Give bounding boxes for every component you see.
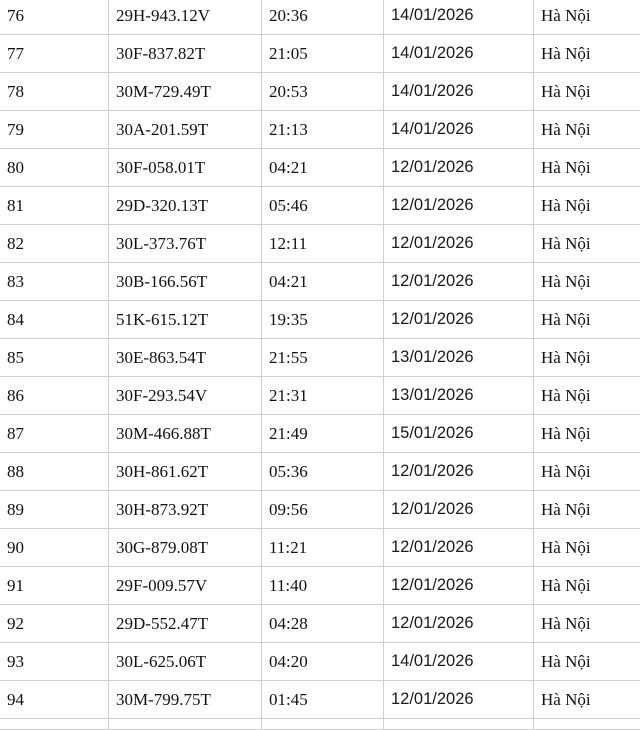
- table-row: [0, 111, 640, 149]
- location-cell: Hà Nội: [534, 453, 640, 491]
- date-cell: 12/01/2026: [384, 263, 534, 301]
- date-cell: 12/01/2026: [384, 491, 534, 529]
- row-number-cell: 88: [0, 453, 109, 491]
- row-number-cell: 80: [0, 149, 109, 187]
- time-cell: 01:45: [262, 681, 384, 719]
- empty-cell: [0, 719, 109, 730]
- plate-number-cell: 29F-009.57V: [109, 567, 262, 605]
- date-cell: 13/01/2026: [384, 377, 534, 415]
- table-row: [0, 643, 640, 681]
- table-row: [0, 681, 640, 719]
- plate-number-cell: 30M-466.88T: [109, 415, 262, 453]
- table-row: [0, 529, 640, 567]
- location-cell: Hà Nội: [534, 491, 640, 529]
- time-cell: 04:28: [262, 605, 384, 643]
- date-cell: 15/01/2026: [384, 415, 534, 453]
- location-cell: Hà Nội: [534, 149, 640, 187]
- date-cell: 12/01/2026: [384, 453, 534, 491]
- table-row-partial: [0, 719, 640, 730]
- row-number-cell: 76: [0, 0, 109, 35]
- plate-number-cell: 30H-861.62T: [109, 453, 262, 491]
- date-cell: 14/01/2026: [384, 73, 534, 111]
- table-row: [0, 377, 640, 415]
- time-cell: 11:40: [262, 567, 384, 605]
- location-cell: Hà Nội: [534, 377, 640, 415]
- table-row: [0, 453, 640, 491]
- plate-number-cell: 30F-293.54V: [109, 377, 262, 415]
- plate-number-cell: 30F-058.01T: [109, 149, 262, 187]
- location-cell: Hà Nội: [534, 73, 640, 111]
- row-number-cell: 86: [0, 377, 109, 415]
- row-number-cell: 92: [0, 605, 109, 643]
- location-cell: Hà Nội: [534, 35, 640, 73]
- plate-number-cell: 30L-373.76T: [109, 225, 262, 263]
- time-cell: 04:21: [262, 149, 384, 187]
- time-cell: 09:56: [262, 491, 384, 529]
- plate-number-cell: 29H-943.12V: [109, 0, 262, 35]
- date-cell: 14/01/2026: [384, 0, 534, 35]
- row-number-cell: 84: [0, 301, 109, 339]
- table-row: [0, 225, 640, 263]
- plate-number-cell: 30M-729.49T: [109, 73, 262, 111]
- row-number-cell: 89: [0, 491, 109, 529]
- time-cell: 21:05: [262, 35, 384, 73]
- table-row: [0, 73, 640, 111]
- time-cell: 04:20: [262, 643, 384, 681]
- location-cell: Hà Nội: [534, 605, 640, 643]
- empty-cell: [109, 719, 262, 730]
- table-row: [0, 491, 640, 529]
- plate-number-cell: 29D-320.13T: [109, 187, 262, 225]
- row-number-cell: 87: [0, 415, 109, 453]
- table-row: [0, 149, 640, 187]
- row-number-cell: 82: [0, 225, 109, 263]
- time-cell: 21:31: [262, 377, 384, 415]
- location-cell: Hà Nội: [534, 263, 640, 301]
- row-number-cell: 90: [0, 529, 109, 567]
- time-cell: 19:35: [262, 301, 384, 339]
- location-cell: Hà Nội: [534, 681, 640, 719]
- location-cell: Hà Nội: [534, 567, 640, 605]
- date-cell: 12/01/2026: [384, 187, 534, 225]
- time-cell: 11:21: [262, 529, 384, 567]
- date-cell: 12/01/2026: [384, 681, 534, 719]
- row-number-cell: 93: [0, 643, 109, 681]
- plate-number-cell: 29D-552.47T: [109, 605, 262, 643]
- table-row: [0, 605, 640, 643]
- date-cell: 12/01/2026: [384, 149, 534, 187]
- row-number-cell: 78: [0, 73, 109, 111]
- location-cell: Hà Nội: [534, 529, 640, 567]
- location-cell: Hà Nội: [534, 339, 640, 377]
- plate-number-cell: 30M-799.75T: [109, 681, 262, 719]
- time-cell: 05:46: [262, 187, 384, 225]
- time-cell: 21:49: [262, 415, 384, 453]
- plate-number-cell: 51K-615.12T: [109, 301, 262, 339]
- location-cell: Hà Nội: [534, 187, 640, 225]
- date-cell: 14/01/2026: [384, 643, 534, 681]
- table-row: [0, 301, 640, 339]
- row-number-cell: 91: [0, 567, 109, 605]
- time-cell: 21:55: [262, 339, 384, 377]
- plate-number-cell: 30G-879.08T: [109, 529, 262, 567]
- table-row: [0, 0, 640, 35]
- empty-cell: [534, 719, 640, 730]
- date-cell: 12/01/2026: [384, 567, 534, 605]
- time-cell: 20:53: [262, 73, 384, 111]
- time-cell: 21:13: [262, 111, 384, 149]
- time-cell: 05:36: [262, 453, 384, 491]
- date-cell: 12/01/2026: [384, 225, 534, 263]
- plate-number-cell: 30A-201.59T: [109, 111, 262, 149]
- empty-cell: [384, 719, 534, 730]
- row-number-cell: 77: [0, 35, 109, 73]
- empty-cell: [262, 719, 384, 730]
- plate-number-cell: 30F-837.82T: [109, 35, 262, 73]
- date-cell: 14/01/2026: [384, 111, 534, 149]
- plate-number-cell: 30E-863.54T: [109, 339, 262, 377]
- location-cell: Hà Nội: [534, 415, 640, 453]
- row-number-cell: 94: [0, 681, 109, 719]
- date-cell: 14/01/2026: [384, 35, 534, 73]
- row-number-cell: 79: [0, 111, 109, 149]
- date-cell: 13/01/2026: [384, 339, 534, 377]
- plate-number-cell: 30L-625.06T: [109, 643, 262, 681]
- location-cell: Hà Nội: [534, 0, 640, 35]
- row-number-cell: 83: [0, 263, 109, 301]
- table-row: [0, 339, 640, 377]
- table-row: [0, 415, 640, 453]
- time-cell: 04:21: [262, 263, 384, 301]
- location-cell: Hà Nội: [534, 111, 640, 149]
- location-cell: Hà Nội: [534, 225, 640, 263]
- table-row: [0, 187, 640, 225]
- location-cell: Hà Nội: [534, 301, 640, 339]
- time-cell: 12:11: [262, 225, 384, 263]
- date-cell: 12/01/2026: [384, 529, 534, 567]
- table-row: [0, 567, 640, 605]
- date-cell: 12/01/2026: [384, 301, 534, 339]
- row-number-cell: 81: [0, 187, 109, 225]
- location-cell: Hà Nội: [534, 643, 640, 681]
- table-row: [0, 35, 640, 73]
- plate-number-cell: 30H-873.92T: [109, 491, 262, 529]
- time-cell: 20:36: [262, 0, 384, 35]
- date-cell: 12/01/2026: [384, 605, 534, 643]
- row-number-cell: 85: [0, 339, 109, 377]
- table-row: [0, 263, 640, 301]
- plate-number-cell: 30B-166.56T: [109, 263, 262, 301]
